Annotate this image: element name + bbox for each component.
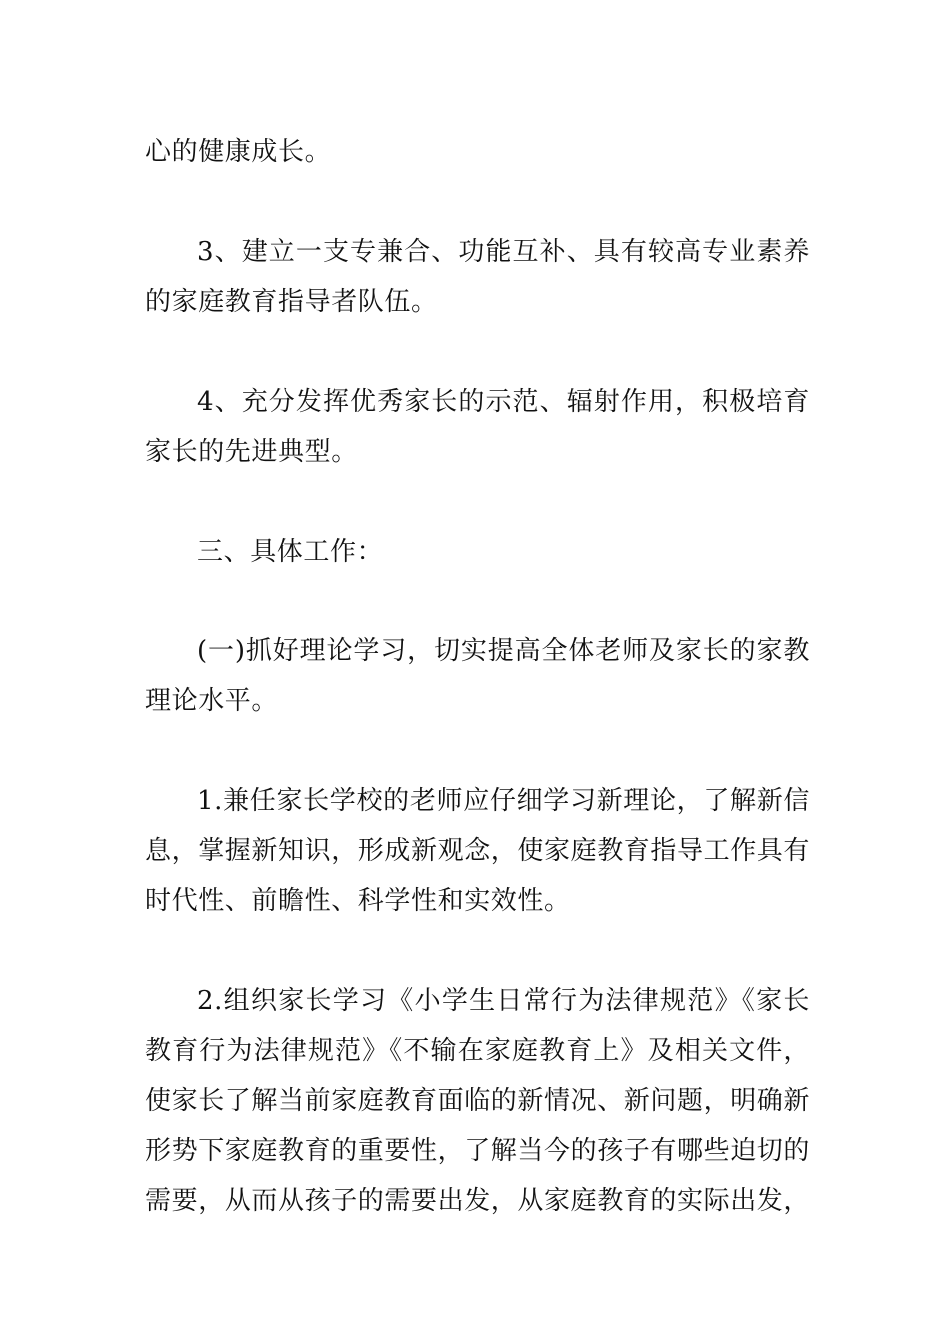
- paragraph-item-1: 1.兼任家长学校的老师应仔细学习新理论，了解新信息，掌握新知识，形成新观念，使家庭教育指导工作具有时代性、前瞻性、科学性和实效性。: [145, 786, 811, 916]
- paragraph-continuation: 心的健康成长。: [145, 137, 332, 167]
- paragraph-goal-3: 3、建立一支专兼合、功能互补、具有较高专业素养的家庭教育指导者队伍。: [145, 237, 810, 317]
- paragraph-goal-4: 4、充分发挥优秀家长的示范、辐射作用，积极培育家长的先进典型。: [145, 387, 810, 467]
- section-heading-specific-work: 三、具体工作：: [197, 537, 384, 567]
- subsection-heading-theory-study: (一)抓好理论学习，切实提高全体老师及家长的家教理论水平。: [145, 636, 810, 716]
- paragraph-item-2: 2.组织家长学习《小学生日常行为法律规范》《家长教育行为法律规范》《不输在家庭教育上》及相关文件，使家长了解当前家庭教育面临的新情况、新问题，明确新形势下家庭教育的重要性，了解当今的孩子有哪些迫切的需要，从而从孩子的需要出发，从家庭教育的实际出发，: [145, 986, 811, 1216]
